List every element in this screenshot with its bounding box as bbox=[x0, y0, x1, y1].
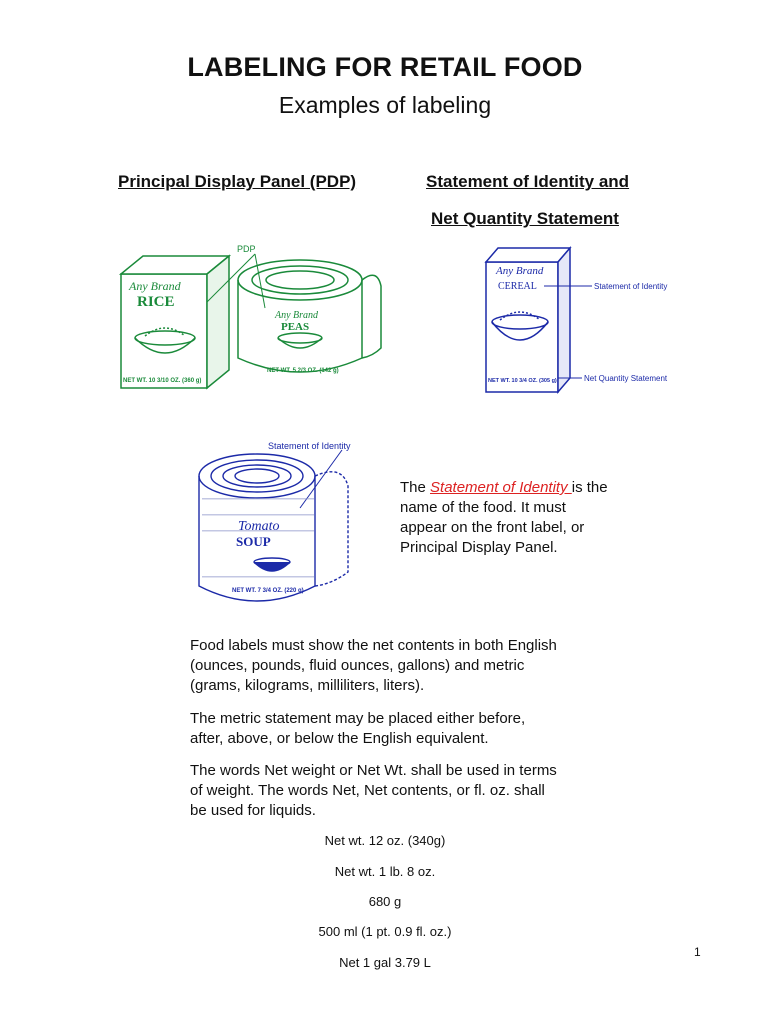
page-subtitle: Examples of labeling bbox=[278, 92, 492, 118]
peas-product: PEAS bbox=[281, 321, 310, 333]
paragraph-net-contents: Food labels must show the net contents in both English (ounces, pounds, fluid ounces, gallons) and metric (grams, kilograms, milliliters, liters). bbox=[190, 637, 557, 694]
identity-header-line1: Statement of Identity and bbox=[426, 172, 630, 191]
statement-of-identity-link[interactable]: Statement of Identity bbox=[430, 479, 572, 496]
pdp-callout: PDP bbox=[237, 244, 256, 254]
page-title: LABELING FOR RETAIL FOOD bbox=[187, 52, 583, 82]
cereal-net: NET WT. 10 3/4 OZ. (305 g) bbox=[488, 378, 557, 384]
soup-net: NET WT. 7 3/4 OZ. (220 g) bbox=[232, 588, 304, 594]
soup-product-line1: Tomato bbox=[238, 519, 280, 534]
identity-explanation bbox=[400, 478, 608, 558]
page-number: 1 bbox=[694, 945, 701, 959]
rice-net: NET WT. 10 3/10 OZ. (360 g) bbox=[123, 378, 202, 384]
example-line: 680 g bbox=[368, 894, 402, 909]
rice-peas-illustration bbox=[115, 238, 385, 398]
soup-identity-callout: Statement of Identity bbox=[268, 441, 351, 451]
soup-product-line2: SOUP bbox=[236, 534, 271, 549]
identity-suffix: is the name of the food. It must appear on the front label, or Principal Display Panel. bbox=[400, 479, 608, 556]
pdp-header: Principal Display Panel (PDP) bbox=[118, 172, 357, 191]
identity-prefix: The bbox=[400, 479, 431, 496]
cereal-product: CEREAL bbox=[498, 281, 537, 292]
peas-brand: Any Brand bbox=[275, 310, 319, 321]
paragraph-net-wording: The words Net weight or Net Wt. shall be used in terms of weight. The words Net, Net contents, or fl. oz. shall be used for liquids. bbox=[190, 762, 557, 819]
rice-product: RICE bbox=[137, 294, 175, 310]
peas-net: NET WT. 5 2/3 OZ. (142 g) bbox=[267, 368, 339, 374]
cereal-brand: Any Brand bbox=[496, 265, 544, 277]
example-line: Net wt. 1 lb. 8 oz. bbox=[334, 864, 436, 879]
example-line: Net wt. 12 oz. (340g) bbox=[324, 833, 446, 848]
example-line: 500 ml (1 pt. 0.9 fl. oz.) bbox=[318, 924, 452, 939]
example-line: Net 1 gal 3.79 L bbox=[339, 955, 431, 970]
cereal-net-callout: Net Quantity Statement bbox=[584, 374, 668, 383]
cereal-illustration bbox=[480, 240, 685, 395]
identity-header-line2: Net Quantity Statement bbox=[431, 209, 619, 228]
cereal-identity-callout: Statement of Identity bbox=[594, 282, 668, 291]
soup-illustration bbox=[192, 436, 376, 614]
rice-brand: Any Brand bbox=[129, 279, 181, 293]
paragraph-metric-placement: The metric statement may be placed either before, after, above, or below the English equivalent. bbox=[190, 710, 526, 747]
